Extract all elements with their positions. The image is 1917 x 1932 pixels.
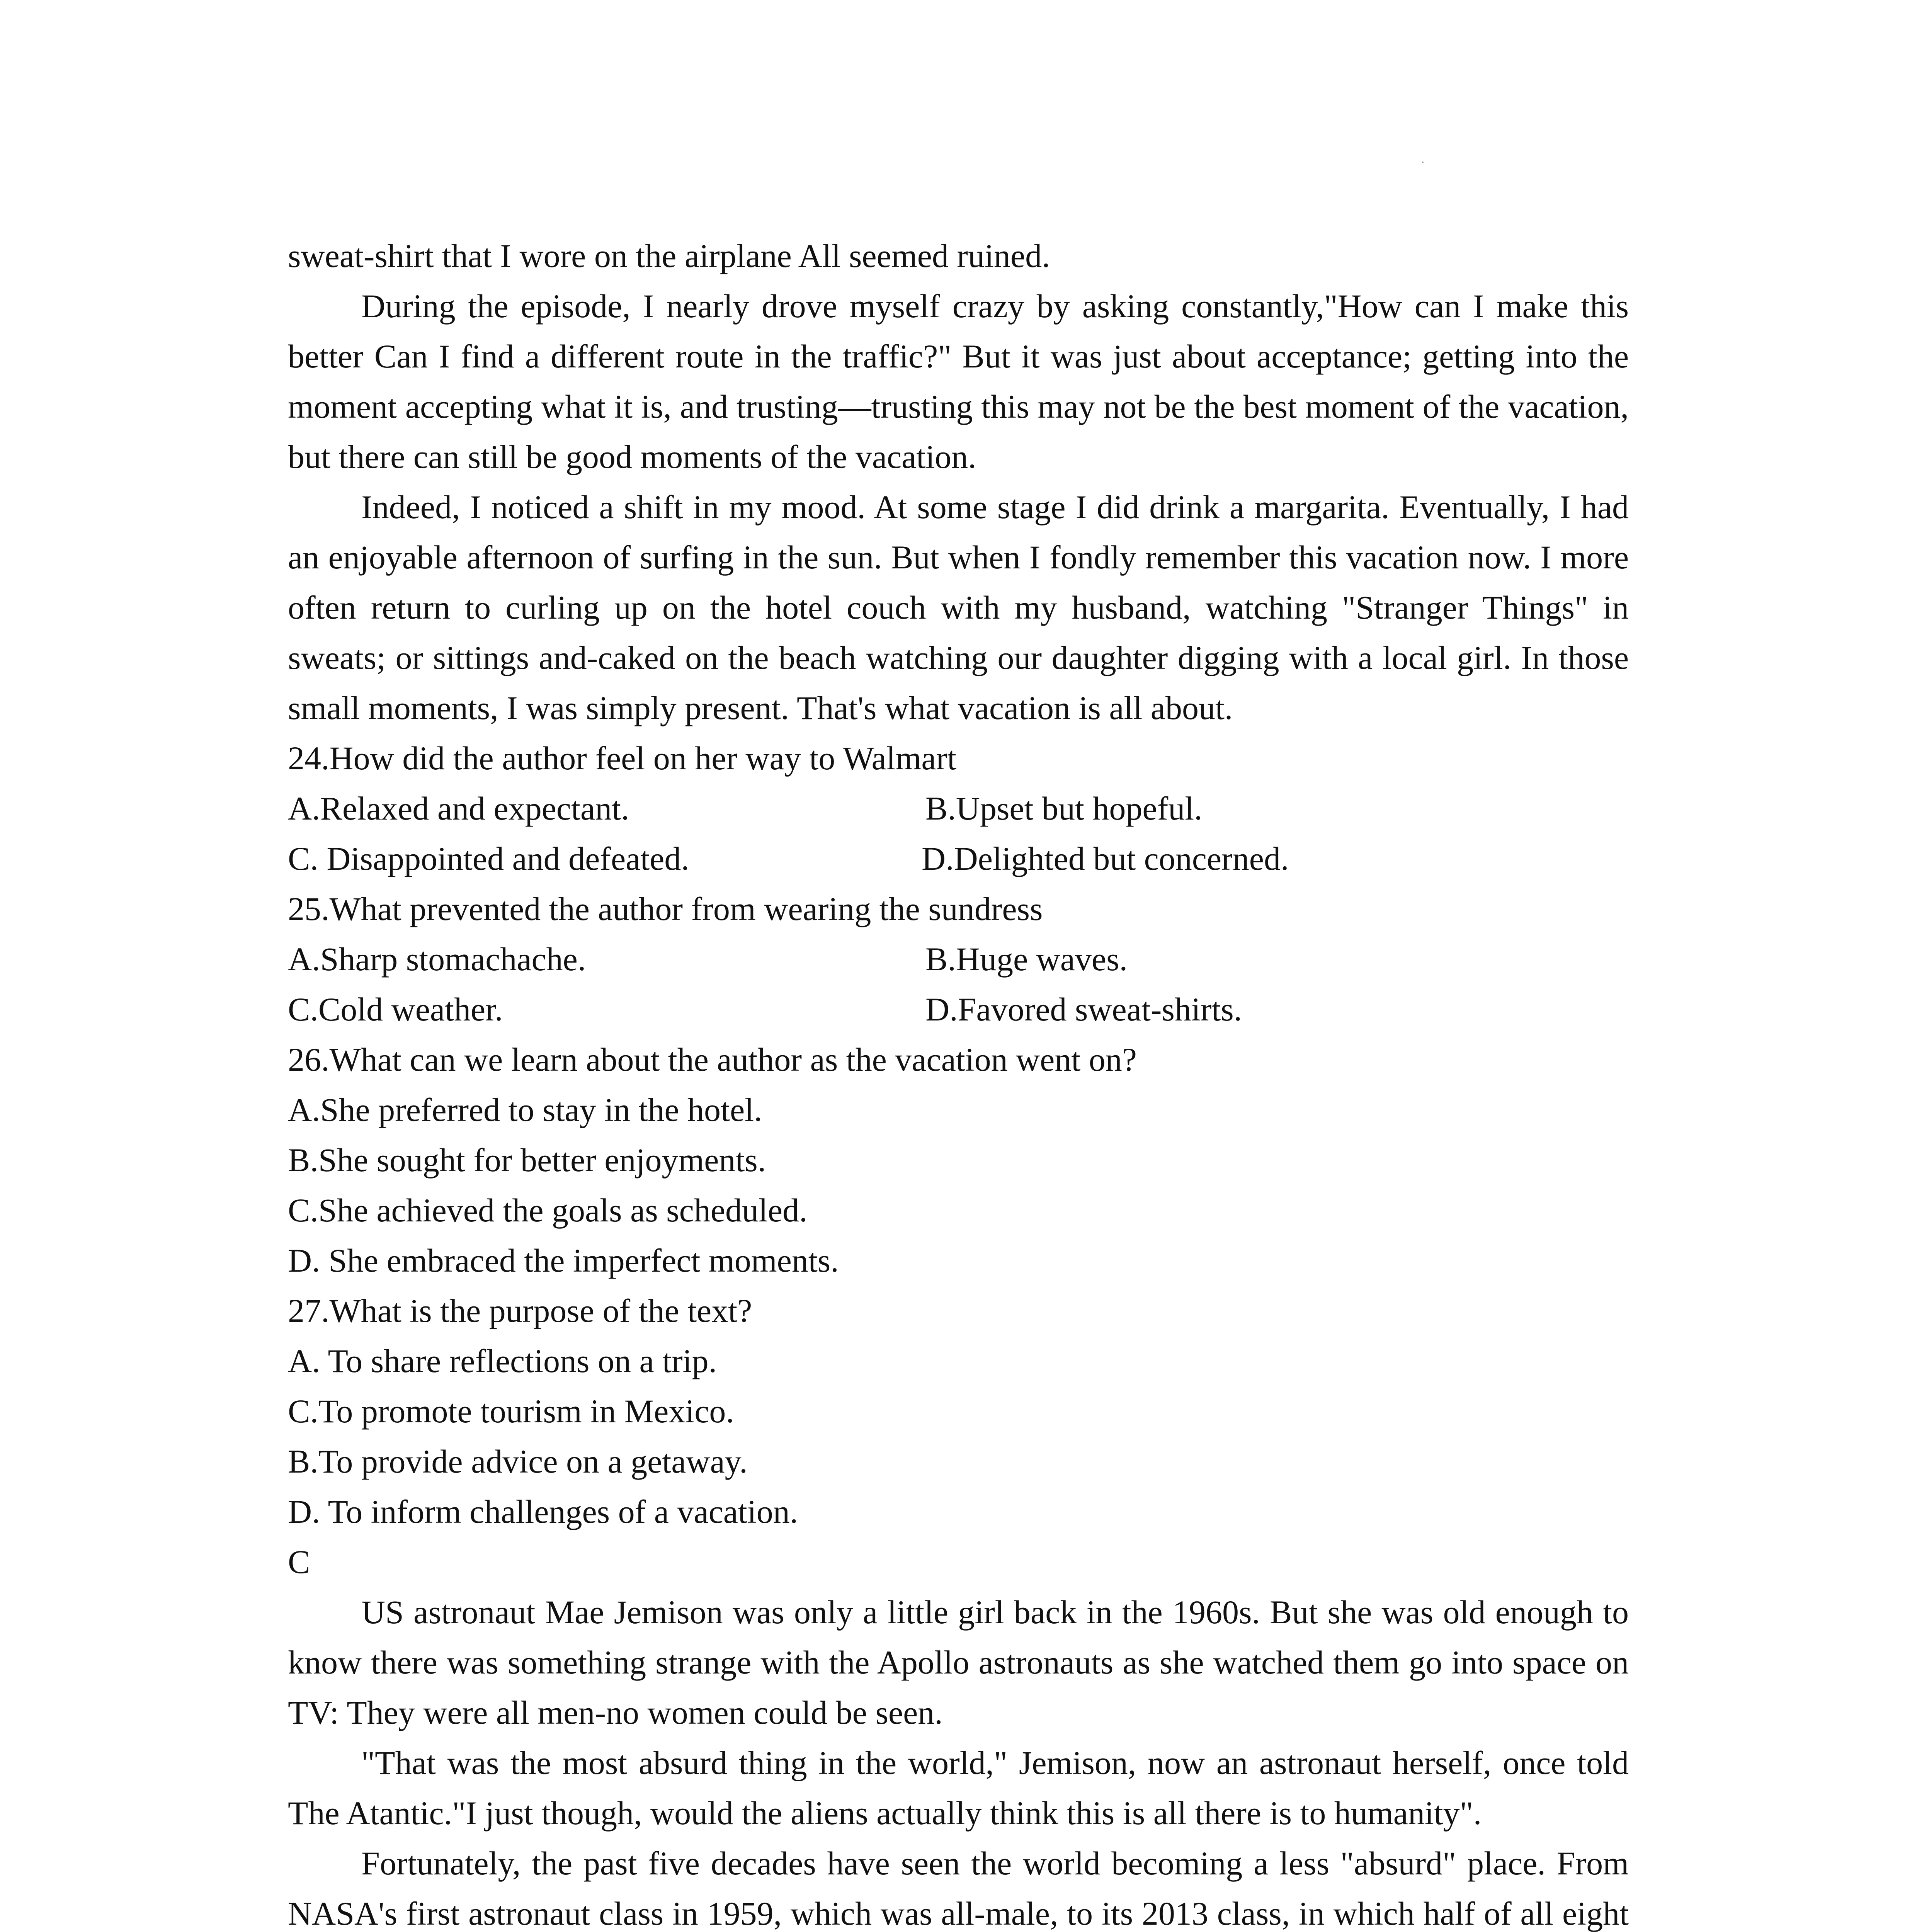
question-24-option-a: A.Relaxed and expectant. xyxy=(288,790,629,827)
question-24-option-c: C. Disappointed and defeated. xyxy=(288,840,689,877)
question-24-stem: 24.How did the author feel on her way to Walmart xyxy=(288,740,957,777)
passage-b-paragraph: Indeed, I noticed a shift in my mood. At some stage I did drink a margarita. Eventually, I had an enjoyable afternoon of surfing in the sun. But when I fondly remember this vacation now. I more often return to curling up on the hotel couch with my husband, watching "Stranger Things" in sweats; or sittings and-caked on the beach watching our daughter digging with a local girl. In those small moments, I was simply present. That's what vacation is all about. xyxy=(288,488,1629,726)
question-25-option-d: D.Favored sweat-shirts. xyxy=(925,991,1242,1028)
question-26-option-a: A.She preferred to stay in the hotel. xyxy=(288,1091,762,1128)
scan-speck xyxy=(1422,162,1424,163)
question-24-option-b: B.Upset but hopeful. xyxy=(925,790,1203,827)
page-content xyxy=(288,231,1629,1932)
question-25-option-c: C.Cold weather. xyxy=(288,991,503,1028)
question-24-options-row-2 xyxy=(288,833,1629,884)
question-24-options-row-1 xyxy=(288,783,1629,833)
question-26-stem: 26.What can we learn about the author as the vacation went on? xyxy=(288,1041,1137,1078)
question-25-option-b: B.Huge waves. xyxy=(925,940,1128,978)
passage-c-paragraph: "That was the most absurd thing in the world," Jemison, now an astronaut herself, once told The Atantic."I just though, would the aliens actually think this is all there is to humanity". xyxy=(288,1744,1629,1832)
question-26-option-d: D. She embraced the imperfect moments. xyxy=(288,1242,839,1279)
passage-c-paragraph: US astronaut Mae Jemison was only a little girl back in the 1960s. But she was old enough to know there was something strange with the Apollo astronauts as she watched them go into space on TV: They were all men-no women could be seen. xyxy=(288,1594,1629,1731)
question-26-option-b: B.She sought for better enjoyments. xyxy=(288,1141,766,1179)
section-heading-c: C xyxy=(288,1543,310,1580)
question-27-option-2: C.To promote tourism in Mexico. xyxy=(288,1393,734,1430)
question-25-options-row-1 xyxy=(288,934,1629,984)
passage-b-paragraph: During the episode, I nearly drove myself crazy by asking constantly,"How can I make this better Can I find a different route in the traffic?" But it was just about acceptance; getting into the moment accepting what it is, and trusting—trusting this may not be the best moment of the vacation, but there can still be good moments of the vacation. xyxy=(288,287,1629,475)
question-27-option-1: A. To share reflections on a trip. xyxy=(288,1342,717,1379)
question-25-stem: 25.What prevented the author from wearing the sundress xyxy=(288,890,1043,927)
question-25-options-row-2 xyxy=(288,984,1629,1034)
question-27-stem: 27.What is the purpose of the text? xyxy=(288,1292,752,1329)
passage-b-continued-line: sweat-shirt that I wore on the airplane All seemed ruined. xyxy=(288,237,1050,274)
question-24-option-d: D.Delighted but concerned. xyxy=(922,840,1289,877)
question-27-option-3: B.To provide advice on a getaway. xyxy=(288,1443,748,1480)
question-26-option-c: C.She achieved the goals as scheduled. xyxy=(288,1192,808,1229)
question-27-option-4: D. To inform challenges of a vacation. xyxy=(288,1493,798,1530)
question-25-option-a: A.Sharp stomachache. xyxy=(288,940,586,978)
passage-c-paragraph: Fortunately, the past five decades have seen the world becoming a less "absurd" place. From NASA's first astronaut class in 1959, which was all-male, to its 2013 class, in which half of all eight xyxy=(288,1845,1629,1932)
